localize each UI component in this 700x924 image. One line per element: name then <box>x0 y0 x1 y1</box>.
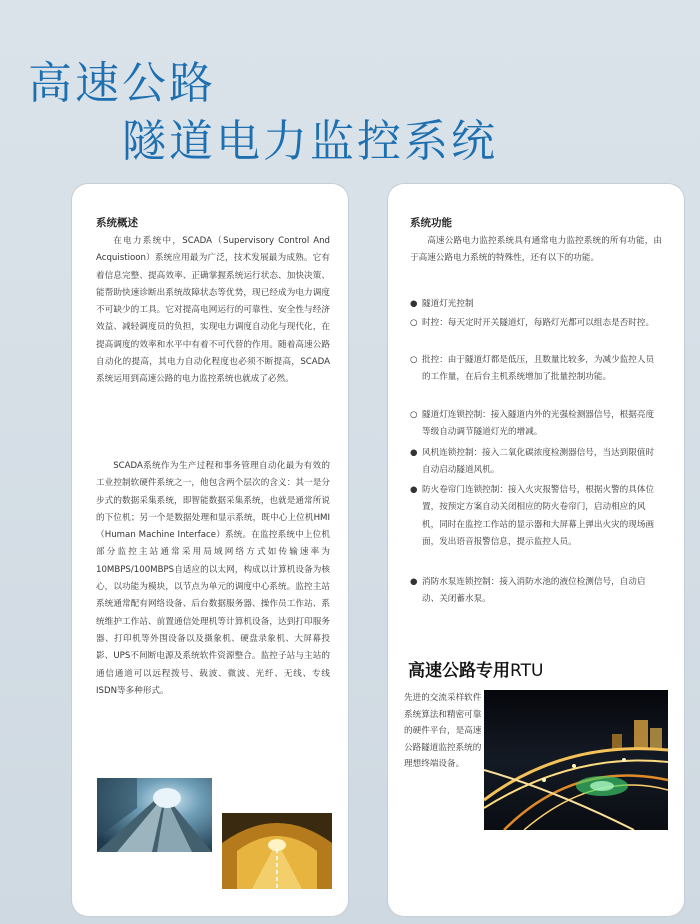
function-item: ● 防火卷帘门连锁控制：接入火灾报警信号，根据火警的具体位置，按预定方案自动关闭相应的防火卷帘门，启动相应的风机，同时在监控工作站的显示器和大屏幕上弹出火灾的现场画面，发出语音报警信息，提示监控人员。 <box>410 482 662 551</box>
function-item: ● 隧道灯光控制 <box>410 296 662 313</box>
functions-intro: 高速公路电力监控系统具有通常电力监控系统的所有功能，由于高速公路电力系统的特殊性，还有以下的功能。 <box>410 236 662 264</box>
functions-heading: 系统功能 <box>410 217 452 229</box>
function-item: ● 风机连锁控制：接入二氧化碳浓度检测器信号，当达到限值时自动启动隧道风机。 <box>410 445 662 480</box>
overview-paragraph-1: 在电力系统中，SCADA（Supervisory Control And Acquistioon）系统应用最为广泛，技术发展最为成熟。它有着信息完整、提高效率、正确掌握系统运行状态、加快决策、能帮助快速诊断出系统故障状态等优势，现已经成为电力调度不可缺少的工具。它对提高电网运行的可靠性、安全性与经济效益、减轻调度员的负担，实现电力调度自动化与现代化，在提高调度的效率和水平中有着不可代替的作用。随着高速公路自动化的提高，其电力自动化程度也必须不断提高，SCADA系统运用到高速公路的电力监控系统也就成了必然。 <box>96 236 330 385</box>
rtu-description: 先进的交流采样软件系统算法和精密可靠的硬件平台，是高速公路隧道监控系统的理想终端设备。 <box>404 693 482 770</box>
hollow-bullet-icon: ○ <box>410 355 418 365</box>
function-item: ○ 隧道灯连锁控制：接入隧道内外的光强检测器信号，根据亮度等级自动调节隧道灯光的增减。 <box>410 407 662 442</box>
highway-night-photo <box>484 690 668 830</box>
page-title-line1: 高速公路 <box>28 58 216 109</box>
filled-bullet-icon: ● <box>410 577 418 587</box>
hollow-bullet-icon: ○ <box>410 318 418 328</box>
hollow-bullet-icon: ○ <box>410 410 418 420</box>
function-item: ○ 批控：由于隧道灯都是低压，且数量比较多，为减少监控人员的工作量，在后台主机系统增加了批量控制功能。 <box>410 352 662 387</box>
tunnel-photo-road <box>222 813 332 889</box>
rtu-heading: 高速公路专用RTU <box>408 661 544 681</box>
filled-bullet-icon: ● <box>410 485 418 495</box>
tunnel-photo-rail <box>97 778 212 852</box>
page-title-line2: 隧道电力监控系统 <box>122 116 498 167</box>
overview-paragraph-2: SCADA系统作为生产过程和事务管理自动化最为有效的工业控制软硬件系统之一，他包含两个层次的含义：其一是分步式的数据采集系统，即智能数据采集系统，也就是通常所说的下位机；另一个是数据处理和显示系统，既中心上位机HMI（Human Machine Interface）系统。在监控系统中上位机部分监控主站通常采用局域网络方式如传输速率为10MBPS/100MBPS自适应的以太网，构成以计算机设备为核心，以功能为模块，以节点为单元的调度中心系统。监控主站系统通常配有网络设备、后台数据服务器、操作员工作站、系统维护工作站、前置通信处理机等计算机设备，达到打印服务器、打印机等外围设备以及摄象机、硬盘录象机、大屏幕投影、UPS不间断电源及系统软件资源整合。监控子站与主站的通信通道可以远程拨号、载波、微波、光纤、无线、专线ISDN等多种形式。 <box>96 461 330 696</box>
filled-bullet-icon: ● <box>410 448 418 458</box>
function-item: ○ 时控：每天定时开关隧道灯，每路灯光都可以组态是否时控。 <box>410 315 662 332</box>
function-item: ● 消防水泵连锁控制：接入消防水池的液位检测信号，自动启动、关闭蓄水泵。 <box>410 574 662 609</box>
filled-bullet-icon: ● <box>410 299 418 309</box>
overview-heading: 系统概述 <box>96 217 138 229</box>
